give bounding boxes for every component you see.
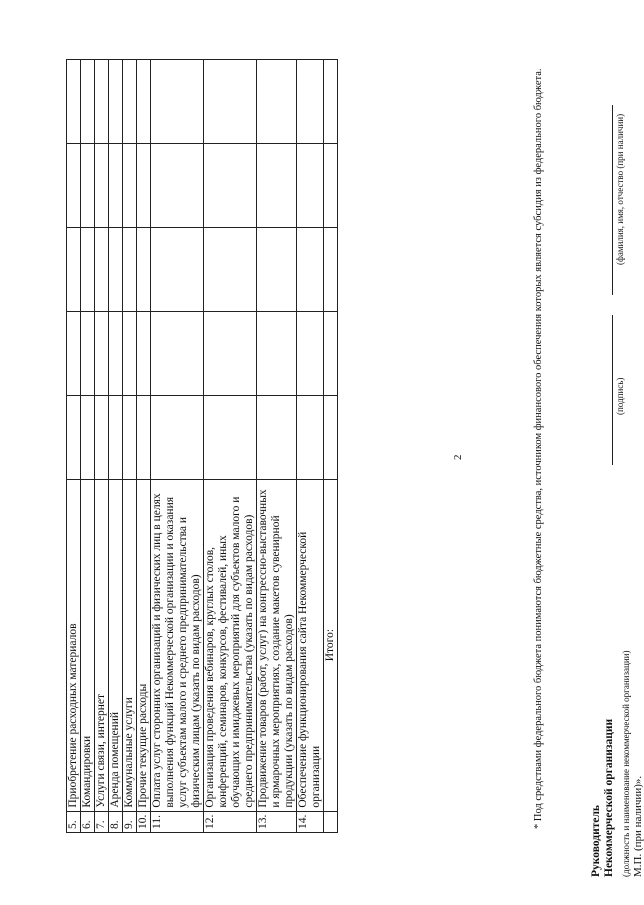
row-number: 7. xyxy=(95,811,109,832)
row-label: Коммунальные услуги xyxy=(123,479,137,811)
footnote: * Под средствами федерального бюджета понимаются бюджетные средства, источником финансового обеспечения которых является субсидия из федерального бюджета. xyxy=(533,68,544,829)
table-row xyxy=(204,60,257,833)
value-cell xyxy=(257,395,297,479)
row-label: Продвижение товаров (работ, услуг) на конгрессно-выставочных и ярмарочных мероприятиях, создание макетов сувенирной продукции (указать по видам расходов) xyxy=(257,479,297,811)
value-cell xyxy=(151,311,204,395)
row-number: 14. xyxy=(297,811,324,832)
row-label: Приобретение расходных материалов xyxy=(67,479,81,811)
position-caption: (должность и наименование некоммерческой организации) xyxy=(621,650,631,877)
table-row xyxy=(67,60,81,833)
value-cell xyxy=(324,60,338,144)
value-cell xyxy=(95,395,109,479)
total-row xyxy=(324,60,338,833)
budget-table xyxy=(66,59,338,833)
value-cell xyxy=(297,227,324,311)
table-row xyxy=(257,60,297,833)
head-org: Некоммерческой организации xyxy=(603,718,615,877)
value-cell xyxy=(204,395,257,479)
value-cell xyxy=(95,60,109,144)
value-cell xyxy=(257,60,297,144)
value-cell xyxy=(204,60,257,144)
value-cell xyxy=(297,311,324,395)
table-row xyxy=(81,60,95,833)
sign-caption: (подпись) xyxy=(615,377,625,415)
value-cell xyxy=(151,227,204,311)
name-line xyxy=(612,105,613,295)
value-cell xyxy=(81,311,95,395)
table-row xyxy=(297,60,324,833)
row-number: 9. xyxy=(123,811,137,832)
value-cell xyxy=(67,311,81,395)
row-number: 12. xyxy=(204,811,257,832)
row-number: 6. xyxy=(81,811,95,832)
value-cell xyxy=(67,395,81,479)
value-cell xyxy=(123,143,137,227)
total-label: Итого: xyxy=(324,479,338,811)
row-number: 10. xyxy=(137,811,151,832)
value-cell xyxy=(137,395,151,479)
value-cell xyxy=(67,227,81,311)
value-cell xyxy=(137,60,151,144)
value-cell xyxy=(137,227,151,311)
stamp-note: М.П. (при наличии)». xyxy=(632,775,644,877)
row-label: Услуги связи, интернет xyxy=(95,479,109,811)
value-cell xyxy=(297,395,324,479)
value-cell xyxy=(109,227,123,311)
row-number: 13. xyxy=(257,811,297,832)
value-cell xyxy=(95,311,109,395)
value-cell xyxy=(123,227,137,311)
value-cell xyxy=(151,143,204,227)
row-label: Прочие текущие расходы xyxy=(137,479,151,811)
value-cell xyxy=(123,311,137,395)
value-cell xyxy=(257,311,297,395)
value-cell xyxy=(204,143,257,227)
signature-line xyxy=(612,315,613,465)
value-cell xyxy=(67,60,81,144)
value-cell xyxy=(151,395,204,479)
value-cell xyxy=(95,227,109,311)
value-cell xyxy=(81,395,95,479)
value-cell xyxy=(109,311,123,395)
row-number: 11. xyxy=(151,811,204,832)
row-label: Оплата услуг сторонних организаций и физических лиц в целях выполнения функций Некоммерческой организации и оказания услуг субъектам малого и среднего предпринимательства и физическим лицам (указать по видам расходов) xyxy=(151,479,204,811)
row-label: Организация проведения вебинаров, круглых столов, конференций, семинаров, конкурсов, фестивалей, иных обучающих и имиджевых мероприятий для субъектов малого и среднего предпринимательства (указать по видам расходов) xyxy=(204,479,257,811)
table-row xyxy=(123,60,137,833)
value-cell xyxy=(123,395,137,479)
value-cell xyxy=(257,143,297,227)
page-number: 2 xyxy=(452,454,464,460)
value-cell xyxy=(324,395,338,479)
row-label: Обеспечение функционирования сайта Некоммерческой организации xyxy=(297,479,324,811)
row-label: Аренда помещений xyxy=(109,479,123,811)
value-cell xyxy=(151,60,204,144)
value-cell xyxy=(204,311,257,395)
value-cell xyxy=(257,227,297,311)
value-cell xyxy=(81,143,95,227)
value-cell xyxy=(81,60,95,144)
name-caption: (фамилия, имя, отчество (при наличии) xyxy=(615,113,625,265)
row-number: 8. xyxy=(109,811,123,832)
value-cell xyxy=(67,143,81,227)
table-row xyxy=(137,60,151,833)
value-cell xyxy=(324,311,338,395)
value-cell xyxy=(204,227,257,311)
value-cell xyxy=(81,227,95,311)
value-cell xyxy=(297,60,324,144)
value-cell xyxy=(324,227,338,311)
value-cell xyxy=(297,143,324,227)
value-cell xyxy=(95,143,109,227)
value-cell xyxy=(324,143,338,227)
value-cell xyxy=(123,60,137,144)
table-row xyxy=(109,60,123,833)
head-title: Руководитель xyxy=(590,805,602,877)
value-cell xyxy=(109,143,123,227)
value-cell xyxy=(109,395,123,479)
value-cell xyxy=(137,143,151,227)
value-cell xyxy=(109,60,123,144)
value-cell xyxy=(137,311,151,395)
row-number: 5. xyxy=(67,811,81,832)
table-row xyxy=(95,60,109,833)
row-label: Командировки xyxy=(81,479,95,811)
table-row xyxy=(151,60,204,833)
